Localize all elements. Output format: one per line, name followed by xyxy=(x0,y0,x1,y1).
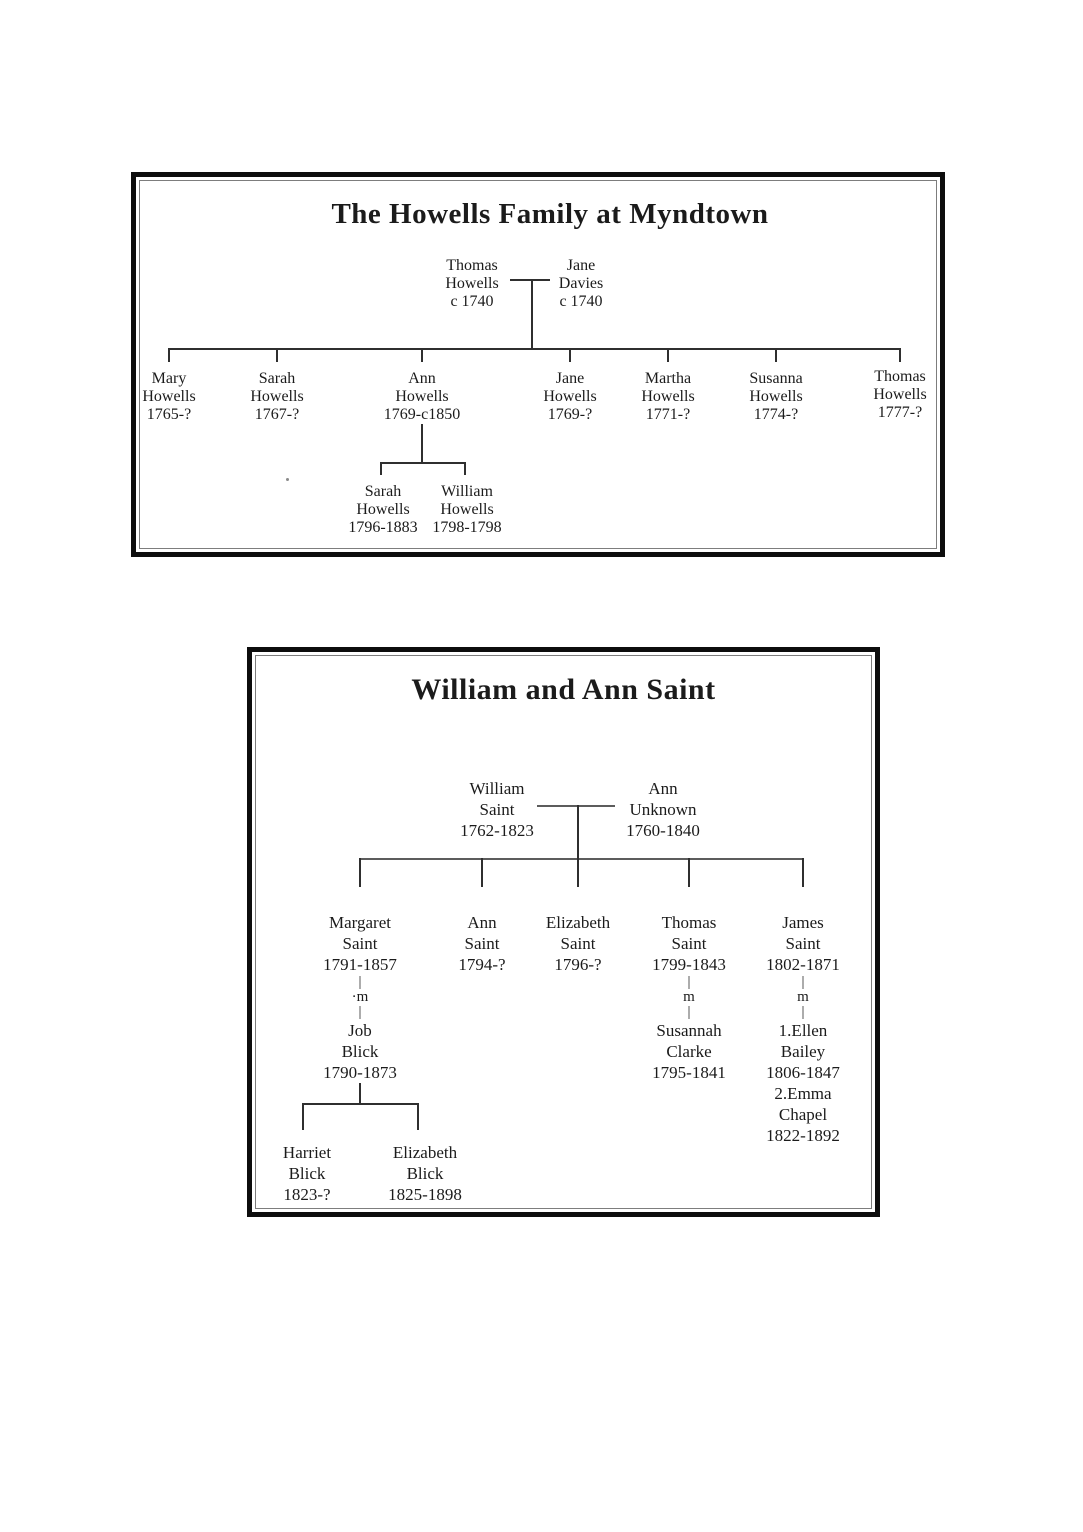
drop-line-elizabeth-blick xyxy=(417,1103,419,1130)
chart-inner-border xyxy=(139,180,937,549)
person-thomas-howells-jr: Thomas Howells 1777-? xyxy=(873,368,927,421)
marriage-marker-james: | m | xyxy=(797,974,809,1020)
person-james-wives: 1.Ellen Bailey 1806-1847 2.Emma Chapel 1822-1892 xyxy=(766,1021,840,1145)
person-jane-davies: Jane Davies c 1740 xyxy=(558,257,604,310)
marriage-marker-thomas: | m | xyxy=(683,974,695,1020)
drop-line-susanna xyxy=(775,348,777,362)
sibling-line-blick-children xyxy=(303,1103,419,1105)
drop-line-harriet xyxy=(302,1103,304,1130)
drop-line-martha xyxy=(667,348,669,362)
drop-line-elizabeth xyxy=(577,858,579,887)
person-jane-howells: Jane Howells 1769-? xyxy=(543,370,597,423)
sibling-line xyxy=(360,858,803,860)
person-ann-unknown: Ann Unknown 1760-1840 xyxy=(626,779,700,840)
drop-line-thomas xyxy=(688,858,690,887)
drop-line-william-1798 xyxy=(464,462,466,475)
person-elizabeth-saint: Elizabeth Saint 1796-? xyxy=(545,913,611,974)
howells-family-chart xyxy=(131,172,945,557)
person-william-howells-1798: William Howells 1798-1798 xyxy=(432,483,502,536)
descent-line-job xyxy=(359,1083,361,1103)
marriage-line xyxy=(510,279,550,281)
descent-line xyxy=(531,279,533,348)
drop-line-sarah xyxy=(276,348,278,362)
family-column-james xyxy=(766,912,840,1146)
person-sarah-howells-1796: Sarah Howells 1796-1883 xyxy=(348,483,418,536)
person-james-saint: James Saint 1802-1871 xyxy=(766,913,840,974)
stray-mark xyxy=(286,478,289,481)
person-thomas-saint: Thomas Saint 1799-1843 xyxy=(652,913,726,974)
chart-title: William and Ann Saint xyxy=(411,673,716,706)
person-elizabeth-blick: Elizabeth Blick 1825-1898 xyxy=(388,1143,462,1204)
person-margaret-saint: Margaret Saint 1791-1857 xyxy=(323,913,397,974)
person-ann-howells: Ann Howells 1769-c1850 xyxy=(383,370,461,423)
chart-title: The Howells Family at Myndtown xyxy=(331,198,769,230)
person-ann-saint: Ann Saint 1794-? xyxy=(458,913,506,974)
person-thomas-howells-sr: Thomas Howells c 1740 xyxy=(445,257,499,310)
person-susannah-clarke: Susannah Clarke 1795-1841 xyxy=(652,1021,726,1082)
marriage-line xyxy=(537,805,615,807)
person-harriet-blick: Harriet Blick 1823-? xyxy=(282,1143,332,1204)
person-martha-howells: Martha Howells 1771-? xyxy=(641,370,695,423)
person-mary-howells: Mary Howells 1765-? xyxy=(142,370,196,423)
marriage-marker-margaret: | ·m | xyxy=(351,974,369,1020)
family-column-margaret xyxy=(323,912,397,1083)
drop-line-thomas xyxy=(899,348,901,362)
drop-line-mary xyxy=(168,348,170,362)
descent-line-ann xyxy=(421,424,423,462)
family-column-thomas xyxy=(652,912,726,1083)
person-susanna-howells: Susanna Howells 1774-? xyxy=(749,370,803,423)
saint-family-chart xyxy=(247,647,880,1217)
drop-line-jane xyxy=(569,348,571,362)
drop-line-ann xyxy=(481,858,483,887)
person-job-blick: Job Blick 1790-1873 xyxy=(323,1021,397,1082)
person-sarah-howells: Sarah Howells 1767-? xyxy=(250,370,304,423)
descent-line xyxy=(577,805,579,858)
drop-line-james xyxy=(802,858,804,887)
drop-line-margaret xyxy=(359,858,361,887)
drop-line-ann xyxy=(421,348,423,362)
sibling-line-ann-children xyxy=(380,462,466,464)
drop-line-sarah-1796 xyxy=(380,462,382,475)
person-william-saint: William Saint 1762-1823 xyxy=(460,779,534,840)
